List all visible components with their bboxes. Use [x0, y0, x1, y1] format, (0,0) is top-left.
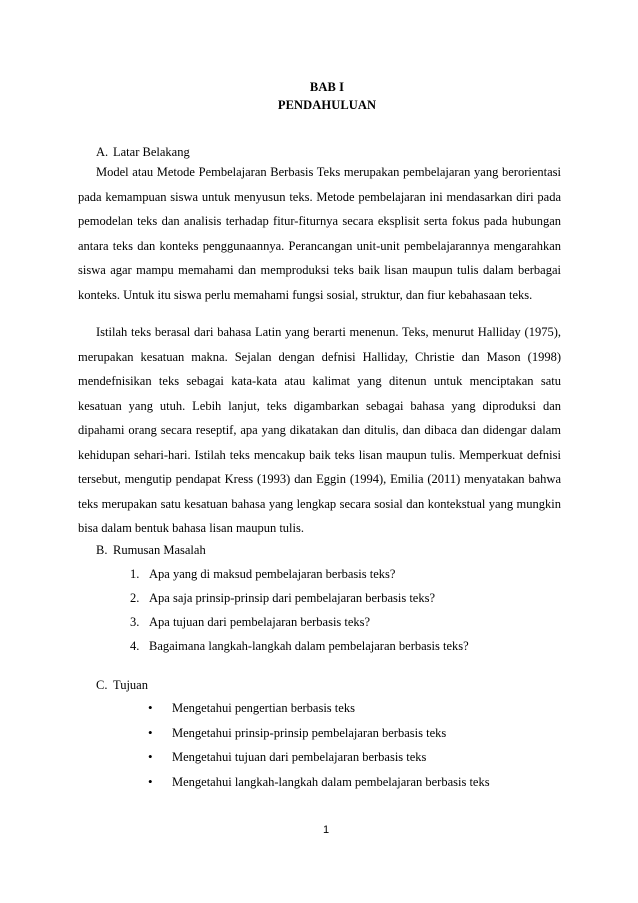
bullet-item-text: Mengetahui tujuan dari pembelajaran berbasis teks	[172, 750, 427, 764]
section-c-heading	[96, 678, 148, 693]
bullet-icon: •	[148, 700, 153, 715]
bullet-item-text: Mengetahui pengertian berbasis teks	[172, 701, 355, 715]
list-item	[130, 610, 469, 634]
section-a-title: Latar Belakang	[113, 145, 190, 159]
bullet-item	[148, 770, 490, 795]
bullet-item-text: Mengetahui prinsip-prinsip pembelajaran berbasis teks	[172, 725, 447, 740]
section-b-heading	[96, 543, 206, 558]
list-item-text: Bagaimana langkah-langkah dalam pembelajaran berbasis teks?	[149, 639, 469, 653]
section-b-title: Rumusan Masalah	[113, 543, 206, 557]
list-item	[130, 634, 469, 658]
section-c-letter: C.	[96, 678, 108, 692]
list-item-number: 4.	[130, 639, 140, 653]
chapter-title: PENDAHULUAN	[277, 98, 377, 112]
section-a-letter: A.	[96, 145, 109, 159]
list-item-text: Apa tujuan dari pembelajaran berbasis teks?	[149, 615, 371, 629]
background-paragraph-2: Istilah teks berasal dari bahasa Latin yang berarti menenun. Teks, menurut Halliday (1975), merupakan kesatuan makna. Sejalan dengan defnisi Halliday, Christie dan Mason (1998) mendefnisikan teks sebagai kata-kata atau kalimat yang ditenun untuk menciptakan satu kesatuan yang utuh. Lebih lanjut, teks digambarkan sebagai bahasa yang diproduksi dan dipahami orang secara reseptif, apa yang dikatakan dan ditulis, dan dibaca dan didengar dalam kehidupan sehari-hari. Istilah teks mencakup baik teks lisan maupun tulis. Memperkuat defnisi tersebut, mengutip pendapat Kress (1993) dan Eggin (1994), Emilia (2011) menyatakan bahwa teks merupakan satu kesatuan bahasa yang lengkap secara sosial dan kontekstual yang mungkin bisa dalam bentuk bahasa lisan maupun tulis.	[78, 325, 561, 535]
bullet-icon: •	[148, 773, 153, 789]
chapter-number: BAB I	[309, 80, 345, 94]
bullet-item	[148, 745, 490, 770]
section-a-heading	[96, 145, 190, 160]
bullet-item	[148, 721, 490, 746]
list-item-number: 2.	[130, 591, 140, 605]
objective-list	[148, 696, 490, 794]
problem-list	[130, 562, 469, 658]
list-item-number: 1.	[130, 567, 140, 581]
background-paragraph-1: Model atau Metode Pembelajaran Berbasis Teks merupakan pembelajaran yang berorientasi pada kemampuan siswa untuk menyusun teks. Metode pembelajaran ini mendasarkan diri pada pemodelan teks dan analisis terhadap fitur-fiturnya secara eksplisit serta fokus pada hubungan antara teks dan konteks penggunaannya. Perancangan unit-unit pembelajarannya mengarahkan siswa agar mampu memahami dan memproduksi teks baik lisan maupun tulis dalam berbagai konteks. Untuk itu siswa perlu memahami fungsi sosial, struktur, dan fiur kebahasaan teks.	[78, 165, 561, 302]
bullet-icon: •	[148, 749, 153, 764]
page-number: 1	[322, 824, 330, 836]
bullet-item-text: Mengetahui langkah-langkah dalam pembelajaran berbasis teks	[172, 774, 490, 789]
list-item-text: Apa saja prinsip-prinsip dari pembelajaran berbasis teks?	[149, 591, 436, 605]
list-item	[130, 562, 469, 586]
list-item-number: 3.	[130, 615, 140, 629]
list-item-text: Apa yang di maksud pembelajaran berbasis teks?	[149, 567, 396, 581]
list-item	[130, 586, 469, 610]
bullet-icon: •	[148, 724, 153, 740]
section-b-letter: B.	[96, 543, 108, 557]
bullet-item	[148, 696, 490, 721]
section-c-title: Tujuan	[113, 678, 148, 692]
